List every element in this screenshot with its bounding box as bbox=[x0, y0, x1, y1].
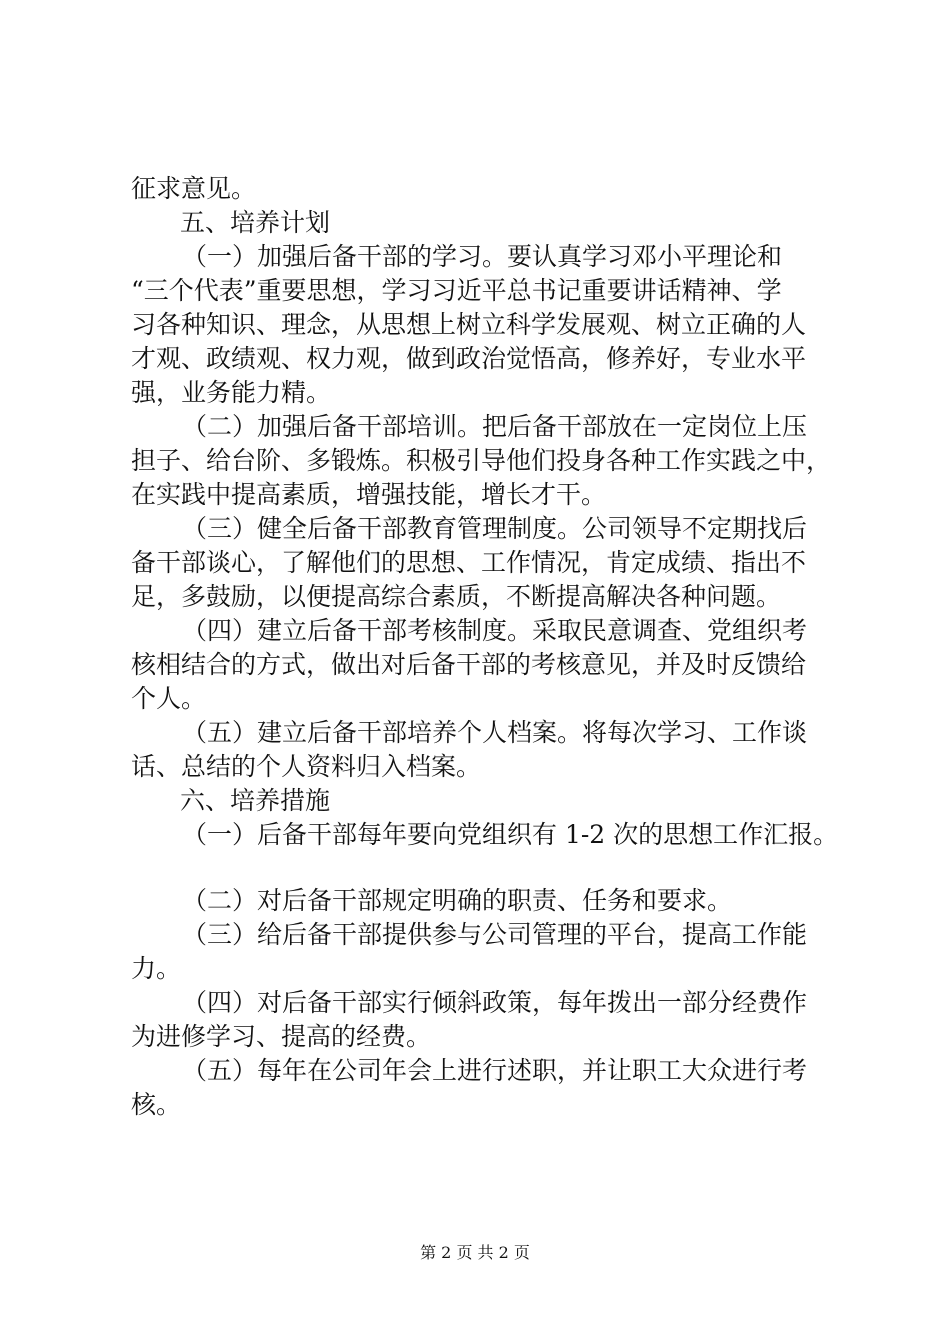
text-line: （四）建立后备干部考核制度。采取民意调查、党组织考 bbox=[182, 616, 808, 645]
text-line: 话、总结的个人资料归入档案。 bbox=[131, 752, 482, 781]
text-line: （三）健全后备干部教育管理制度。公司领导不定期找后 bbox=[182, 514, 808, 543]
text-line: 为进修学习、提高的经费。 bbox=[131, 1022, 432, 1051]
text-line: （一）后备干部每年要向党组织有 1-2 次的思想工作汇报。 bbox=[182, 820, 839, 849]
text-line: 才观、政绩观、权力观，做到政治觉悟高，修养好，专业水平 bbox=[131, 344, 807, 373]
text-line: （四）对后备干部实行倾斜政策，每年拨出一部分经费作 bbox=[182, 988, 808, 1017]
text-line: 力。 bbox=[131, 954, 182, 983]
text-line: “三个代表”重要思想，学习习近平总书记重要讲话精神、学 bbox=[131, 276, 782, 305]
text-line: 足，多鼓励，以便提高综合素质，不断提高解决各种问题。 bbox=[131, 582, 782, 611]
text-line: （二）对后备干部规定明确的职责、任务和要求。 bbox=[182, 886, 733, 915]
text-line: 在实践中提高素质，增强技能，增长才干。 bbox=[131, 480, 607, 509]
text-line: （二）加强后备干部培训。把后备干部放在一定岗位上压 bbox=[182, 412, 808, 441]
text-line: （五）建立后备干部培养个人档案。将每次学习、工作谈 bbox=[182, 718, 808, 747]
text-line: 征求意见。 bbox=[131, 174, 257, 203]
text-line: 强，业务能力精。 bbox=[131, 378, 332, 407]
section-heading: 五、培养计划 bbox=[180, 208, 331, 237]
text-line: 备干部谈心，了解他们的思想、工作情况，肯定成绩、指出不 bbox=[131, 548, 807, 577]
text-line: （一）加强后备干部的学习。要认真学习邓小平理论和 bbox=[182, 242, 783, 271]
text-line: 核相结合的方式，做出对后备干部的考核意见，并及时反馈给 bbox=[131, 650, 807, 679]
text-line: 核。 bbox=[131, 1090, 182, 1119]
page-footer: 第 2 页 共 2 页 bbox=[420, 1243, 530, 1262]
section-heading: 六、培养措施 bbox=[180, 786, 331, 815]
text-line: （五）每年在公司年会上进行述职，并让职工大众进行考 bbox=[182, 1056, 808, 1085]
text-line: 个人。 bbox=[131, 684, 207, 713]
text-line: 习各种知识、理念，从思想上树立科学发展观、树立正确的人 bbox=[131, 310, 807, 339]
text-line: 担子、给台阶、多锻炼。积极引导他们投身各种工作实践之中， bbox=[131, 446, 832, 475]
text-line: （三）给后备干部提供参与公司管理的平台，提高工作能 bbox=[182, 920, 808, 949]
